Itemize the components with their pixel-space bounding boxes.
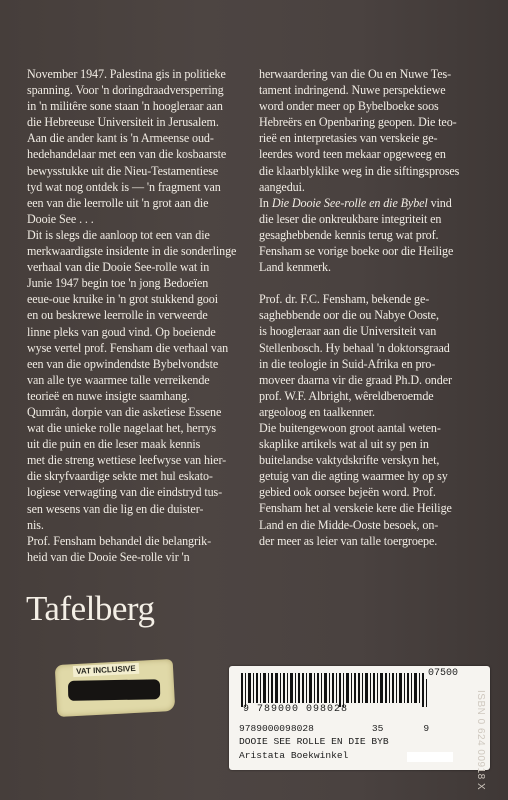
blurb-left-column	[27, 66, 259, 565]
stock-code: 9789000098028	[239, 723, 314, 734]
book-title: Die Dooie See-rolle en die Bybel	[271, 195, 428, 210]
blurb-paragraph: Dit is slegs die aanloop tot een van die merkwaardigste insidente in die sonderlinge verhaal van die Dooie See-rolle wat in Junie 1947 begin toe 'n jong Bedoeïen eeue-oue kruike in 'n grot stukkend gooi en ou beskrewe leerrolle in verweerde linne pleks van goud vind. Op boeiende wyse vertel prof. Fensham die verhaal van een van die opwindendste Bybelvondste van alle tye waarmee talle verreikende teorieë en nuwe insigte saamhang.	[27, 227, 237, 403]
blurb-paragraph: Qumrân, dorpie van die asketiese Essene wat die unieke rolle nagelaat het, herrys uit die puin en die leser maak kennis met die streng wettiese leefwyse van hier- die skryfvaardige sekte met hul eskato- logiese verwagting van die eindstryd tus- sen wesens van die lig en die duister- nis.	[27, 404, 227, 532]
text-span: vind die leser die onkreukbare integriteit en gesaghebbende kennis terug wat prof. Fensham se vorige boeke oor die Heilige Land kenmerk.	[259, 195, 454, 275]
publisher-logo: Tafelberg	[26, 589, 155, 628]
isbn-number: ISBN 0 624 00918 X	[475, 690, 486, 791]
vat-label: VAT INCLUSIVE	[73, 663, 139, 677]
blurb-paragraph: Prof. Fensham behandel die belangrik- heid van die Dooie See-rolle vir 'n	[27, 533, 212, 564]
stock-line	[239, 723, 429, 734]
blurb-right-column	[259, 66, 495, 549]
vat-sticker	[55, 659, 176, 717]
blurb-paragraph: November 1947. Palestina gis in politieke spanning. Voor 'n doringdraadversperring in 'n militêre sone staan 'n hoogleraar aan die Hebreeuse Universiteit in Jerusalem. Aan die ander kant is 'n Armeense oud- hedehandelaar met een van die kosbaarste bewysstukke uit die Nieu-Testamentiese tyd wat nog ontdek is — 'n fragment van een van die leerrolle uit 'n grot aan die Dooie See . . .	[27, 67, 227, 226]
blurb-paragraph: herwaardering van die Ou en Nuwe Tes- tament indringend. Nuwe perspektiewe word onder meer op Bybelboeke soos Hebreërs en Openbaring geopen. Die teo- rieë en interpretasies van verskeie ge- leerdes word teen mekaar opgeweeg en die klaarblyklike weg in die siftingsproses aangedui.	[259, 67, 460, 194]
stock-flag: 9	[423, 723, 430, 734]
scribble-mark	[68, 679, 160, 701]
blurb-paragraph-book-title	[259, 195, 495, 275]
white-tab	[407, 752, 453, 762]
author-bio: Prof. dr. F.C. Fensham, bekende ge- saghebbende oor die ou Nabye Ooste, is hoogleraar aan die Universiteit van Stellenbosch. Hy behaal 'n doktorsgraad in die teologie in Suid-Afrika en pro- moveer daarna vir die graad Ph.D. onder prof. W.F. Albright, wêreldberoemde argeoloog en taalkenner.	[259, 292, 452, 419]
barcode-label	[229, 666, 490, 770]
book-title-code: DOOIE SEE ROLLE EN DIE BYB	[239, 736, 389, 747]
barcode-digits: 9 789000 098028	[243, 704, 349, 715]
text-span: In	[259, 195, 272, 210]
price-code: 07500	[425, 668, 461, 679]
bookshop-name: Aristata Boekwinkel	[239, 750, 349, 761]
author-bio: Die buitengewoon groot aantal weten- skaplike artikels wat al uit sy pen in buitelandse vaktydskrifte verskyn het, getuig van die agting waarmee hy op sy gebied ook oorsee bejeën word. Prof. Fensham het al verskeie kere die Heilige Land en die Midde-Ooste besoek, on- der meer as leier van talle toergroepe.	[259, 420, 452, 548]
stock-quantity: 35	[371, 723, 384, 734]
